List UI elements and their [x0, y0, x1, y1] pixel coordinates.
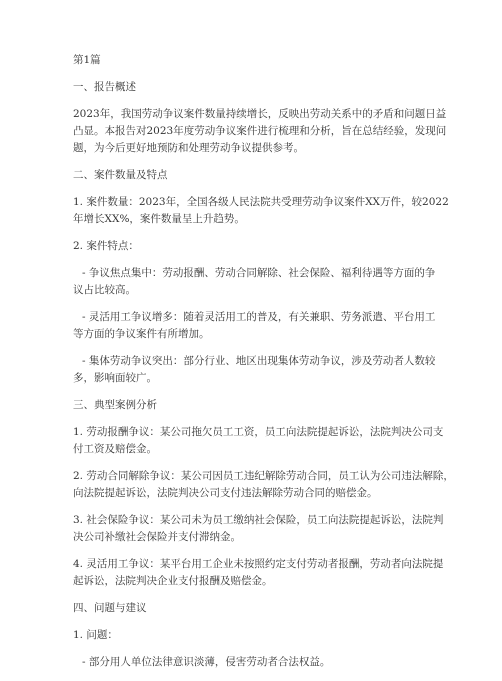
document-page — [73, 52, 454, 681]
section4-item1 — [73, 627, 445, 644]
paragraph-line: 2. 劳动合同解除争议：某公司因员工违纪解除劳动合同，员工认为公司违法解除， — [73, 470, 454, 482]
bullet-line: 多，影响面较广。 — [73, 372, 157, 384]
paragraph-line: 题，为今后更好地预防和处理劳动争议提供参考。 — [73, 142, 304, 154]
section3-case1 — [73, 424, 445, 458]
section4-bullet1 — [73, 654, 445, 671]
paragraph-line: 4. 灵活用工争议：某平台用工企业未按照约定支付劳动者报酬，劳动者向法院提 — [73, 558, 444, 570]
paragraph-line: 凸显。本报告对2023年度劳动争议案件进行梳理和分析，旨在总结经验，发现问 — [73, 125, 447, 137]
bullet-line: - 集体劳动争议突出：部分行业、地区出现集体劳动争议，涉及劳动者人数较 — [82, 355, 436, 367]
section1-paragraph — [73, 106, 445, 157]
section2-item2 — [73, 238, 445, 255]
heading-text: 第1篇 — [73, 54, 101, 66]
bullet-line: 议占比较高。 — [73, 284, 136, 296]
paragraph-line: 3. 社会保险争议：某公司未为员工缴纳社会保险，员工向法院提起诉讼，法院判 — [73, 514, 444, 526]
bullet-line: 等方面的争议案件有所增加。 — [73, 328, 210, 340]
bullet-line: - 部分用人单位法律意识淡薄，侵害劳动者合法权益。 — [82, 656, 331, 668]
section2-item1 — [73, 194, 449, 228]
paragraph-line: 2. 案件特点： — [73, 240, 139, 252]
section3-case4 — [73, 556, 445, 590]
section2-bullet1 — [73, 265, 445, 299]
section4-title: 四、问题与建议 — [73, 602, 147, 614]
section2-title: 二、案件数量及特点 — [73, 169, 168, 181]
section3-case2 — [73, 468, 454, 502]
paragraph-line: 向法院提起诉讼，法院判决公司支付违法解除劳动合同的赔偿金。 — [73, 487, 378, 499]
section1-title: 一、报告概述 — [73, 81, 136, 93]
section3-title: 三、典型案例分析 — [73, 399, 157, 411]
paragraph-line: 2023年，我国劳动争议案件数量持续增长，反映出劳动关系中的矛盾和问题日益 — [73, 108, 447, 120]
bullet-line: - 灵活用工争议增多：随着灵活用工的普及，有关兼职、劳务派遣、平台用工 — [82, 311, 436, 323]
section3-case3 — [73, 512, 445, 546]
paragraph-line: 1. 问题： — [73, 629, 118, 641]
section-title — [73, 167, 445, 184]
section-title — [73, 79, 445, 96]
paragraph-line: 付工资及赔偿金。 — [73, 443, 157, 455]
section2-bullet2 — [73, 309, 445, 343]
document-heading — [73, 52, 445, 69]
section-title — [73, 397, 445, 414]
paragraph-line: 决公司补缴社会保险并支付滞纳金。 — [73, 531, 241, 543]
paragraph-line: 1. 案件数量：2023年，全国各级人民法院共受理劳动争议案件XX万件，较2022 — [73, 196, 449, 208]
paragraph-line: 年增长XX%，案件数量呈上升趋势。 — [73, 213, 245, 225]
section-title — [73, 600, 445, 617]
paragraph-line: 起诉讼，法院判决企业支付报酬及赔偿金。 — [73, 575, 273, 587]
bullet-line: - 争议焦点集中：劳动报酬、劳动合同解除、社会保险、福利待遇等方面的争 — [82, 267, 436, 279]
paragraph-line: 1. 劳动报酬争议：某公司拖欠员工工资，员工向法院提起诉讼，法院判决公司支 — [73, 426, 444, 438]
section2-bullet3 — [73, 353, 445, 387]
